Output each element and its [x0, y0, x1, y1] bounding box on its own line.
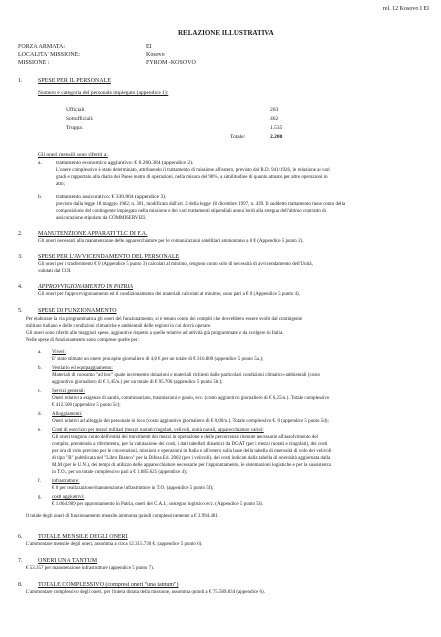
missione-value: FYROM -KOSOVO — [146, 60, 196, 66]
section-8-title: TOTALE COMPLESSIVO (compresi oneri "una tantum") — [38, 582, 179, 588]
text-line: gradi e rapportato alla diaria dei Paese teatro di operazioni, nella misura del 98%, a similitudine di quanto attuato per altre operazioni in — [56, 175, 328, 180]
text-line: L'onere complessivo è stato determinato, attribuendo il trattamento di missione all'estero, previsto dal R.D. 941/1926, in relazione ai vari — [56, 168, 330, 173]
item-heading: trattamento assicurativo: € 330.864 (appendice 3). — [56, 194, 167, 200]
forza-armata-label: FORZA ARMATA: — [18, 44, 66, 50]
personnel-row-value: 462 — [270, 116, 279, 122]
text-line: Materiali di consumo "ad hoc" quale incremento dotazioni e materiali richiesti dalle particolari condizioni climatico-ambientali (costo — [52, 373, 321, 378]
item-heading: costi aggiuntivi: — [52, 495, 85, 500]
text-line: Gli oneri per i trasferimenti € 0 (Appendice 5 punto 3) calcolati al minimo, tengono conto solo di necessità di avvicendamento dell'Unità, — [38, 262, 313, 267]
section-8-number: 8. — [18, 582, 23, 588]
text-line: Gli oneri tengono conto dell'entità dei movimenti dei mezzi in operazione e delle percorrenze ritenute necessarie all'assolvimento del — [52, 435, 319, 440]
text-line: E' stato stimato un onere procapite giornaliero di 4,8 € per un totale di € 316.800 (appendice 5 punto 5a.); — [52, 357, 264, 362]
section-4-number: 4. — [18, 284, 23, 290]
text-line: Nelle spese di funzionamento sono comprese quelle per: — [26, 338, 139, 343]
item-letter: f. — [38, 479, 41, 484]
item-letter: a. — [38, 160, 42, 166]
text-line: € 53.357 per manutenzione infrastrutture (appendice 5 punto 7). — [26, 566, 155, 571]
functioning-total-line: Il totale degli oneri di funzionamento mensile ammonta quindi complessivamente a € 3.994.481 — [26, 514, 218, 519]
item-letter: d. — [38, 412, 42, 417]
text-line: composizione del contingente impiegato nella missione e dei vari trattamenti stipendiali annui lordi alla stregua dell'ultimo contratto di — [56, 209, 326, 214]
text-line: in T.O., per un totale complessivo pari a € 1.885.625 (appendice 4); — [52, 470, 188, 475]
section-7-title: ONERI UNA TANTUM — [38, 558, 98, 564]
personnel-row-label: Truppa: — [66, 125, 84, 131]
item-heading: Costi di esercizio per mezzi militari (mezzi ruotati/cingolati, velivoli, unità navali, apparecchiature varie): — [52, 428, 264, 433]
text-line: € 0 per realizzazione/manutenzione infrastrutture in T.O. (appendice 5 punto 5f); — [52, 486, 214, 491]
personnel-total-value: 2.200 — [270, 134, 283, 140]
text-line: Gli oneri necessari alla manutenzione delle apparecchiature per le comunicazioni satellitari ammontano a 0 € (Appendice 5 punto 2). — [38, 239, 304, 244]
text-line: previsto dalla legge 18 maggio 1982, n. 301, modificata dall'art. 2 della legge 18 dicembre 1997, n. 439. Il suddetto trattamento tiene conto della — [56, 202, 346, 207]
text-line: compito, prendendo a riferimento, per la valutazione dei costi, i dati tabellari dinamici da DGAT (per i mezzi ruotati e cingolati), dei costi — [52, 442, 328, 447]
text-line: € 412.500 (appendice 5 punto 5c); — [52, 403, 121, 408]
text-line: atto; — [56, 182, 65, 187]
document-reference: rel. 12 Kosovo I EI — [382, 6, 429, 12]
item-letter: b. — [38, 366, 42, 371]
item-heading: Viveri: — [52, 350, 66, 355]
section-1-number: 1. — [18, 78, 23, 84]
personnel-row-value: 203 — [270, 107, 279, 113]
text-line: di tipo "B" pubblicata nel "Libro Bianco" per la Difesa Ed. 2002 (per i velivoli), dei costi indicati dalla tabella di onerosità aggiornata dalla — [52, 456, 331, 461]
section-6-title: TOTALE MENSILE DEGLI ONERI — [38, 534, 128, 540]
personnel-intro: Numero e categoria del personale impiegato (appendice 1): — [38, 90, 169, 96]
page-title: RELAZIONE ILLUSTRATIVA — [178, 29, 274, 37]
localita-value: Kosovo — [146, 52, 165, 58]
text-line: assicurazione stipulato da COMMISERVIZI. — [56, 216, 147, 221]
section-7-number: 7. — [18, 558, 23, 564]
text-line: militare italiano e delle condizioni climatiche e ambientali delle regioni in cui dovrà operare. — [26, 324, 212, 329]
section-5-title: SPESE DI FUNZIONAMENTO — [38, 308, 117, 314]
text-line: L'ammontare complessivo degli oneri, per l'intera durata della missione, assomma quindi a € 75.589.834 (appendice 6). — [26, 590, 265, 595]
item-letter: a. — [38, 350, 42, 355]
section-6-number: 6. — [18, 534, 23, 540]
missione-label: MISSIONE : — [18, 60, 50, 66]
text-line: per ora di volo previsto per le convenzioni, missioni e operazioni in Italia e all'estero sulla base della tabella di onerosità di volo dei velivoli — [52, 449, 332, 454]
text-line: aggiuntivo giornaliero di € 1,45/u.) per un totale di € 95.700 (appendice 5 punto 5b.); — [52, 380, 223, 385]
section-1-title: SPESE PER IL PERSONALE — [38, 78, 111, 84]
forza-armata-value: EI — [146, 44, 152, 50]
item-heading: infrastrutture: — [52, 479, 80, 484]
personnel-total-label: Totale: — [230, 134, 246, 140]
text-line: € 1.064.909 per approntamento in Patria, oneri del C.A.I., sostegno logistico ecc. (Appendice 5 punto 5l). — [52, 502, 264, 507]
item-heading: trattamento economico aggiuntivo: € 8.280.384 (appendice 2). — [56, 160, 194, 166]
item-letter: g. — [38, 495, 42, 500]
item-heading: Servizi generali: — [52, 389, 85, 394]
section-3-number: 3. — [18, 254, 23, 260]
item-heading: Alloggiamenti: — [52, 412, 83, 417]
item-letter: b. — [38, 194, 43, 200]
personnel-row-value: 1.535 — [270, 125, 283, 131]
text-line: Gli oneri sono riferiti alle maggiori spese, aggiuntive rispetto a quelle relative ad attività già programmate e da svolgere in Italia. — [26, 331, 284, 336]
text-line: L'ammontare mensile degli oneri, assomma a circa 12.315.730 €. (appendice 5 punto 6). — [26, 542, 203, 547]
personnel-row-label: Sottufficiali: — [66, 116, 94, 122]
section-4-title: APPROVVIGIONAMENTO IN PATRIA — [38, 284, 133, 290]
text-line: Gli oneri per l'approvvigionamento ed il condizionamento dei materiali calcolati al minimo, sono pari a € 0 (Appendice 5 punto 4). — [38, 292, 300, 297]
section-5-number: 5. — [18, 308, 23, 314]
section-3-title: SPESE PER L'AVVICENDAMENTO DEL PERSONALE — [38, 254, 180, 260]
item-letter: c. — [38, 389, 42, 394]
section-2-number: 2. — [18, 231, 23, 237]
text-line: Oneri relativi ad alloggio del personale in loco (costo aggiuntivo giornaliero di € 0,00/u.). Totale complessivo €. 0 (appendice 5 punto 5d); — [52, 419, 329, 424]
text-line: Oneri relativi a esigenze di sanità, commissariato, trasmissioni e genio, ecc. (costo aggiuntivo giornaliero di € 6,25/u.). Totale complessivo — [52, 396, 330, 401]
localita-label: LOCALITA' MISSIONE: — [18, 52, 81, 58]
item-letter: e. — [38, 428, 42, 433]
item-heading: Vestiario ed equipaggiamento: — [52, 366, 113, 371]
text-line: valutati dal COI. — [38, 269, 72, 274]
text-line: M.M (per le U.N.), dei tempi di utilizzo delle apparecchiature necessarie per l'approntamento, le sistemazioni logistiche e per la sussistenza — [52, 463, 331, 468]
text-line: Per elaborare la via programmatica gli oneri del funzionamento, si è tenuto conto dei compiti che dovrebbero essere svolti dal contingente — [26, 317, 303, 322]
section-2-title: MANUTENZIONE APPARATI TLC DI F.A. — [38, 231, 148, 237]
oneri-intro: Gli oneri mensili sono riferiti a: — [38, 152, 108, 158]
personnel-row-label: Ufficiali — [66, 107, 85, 113]
